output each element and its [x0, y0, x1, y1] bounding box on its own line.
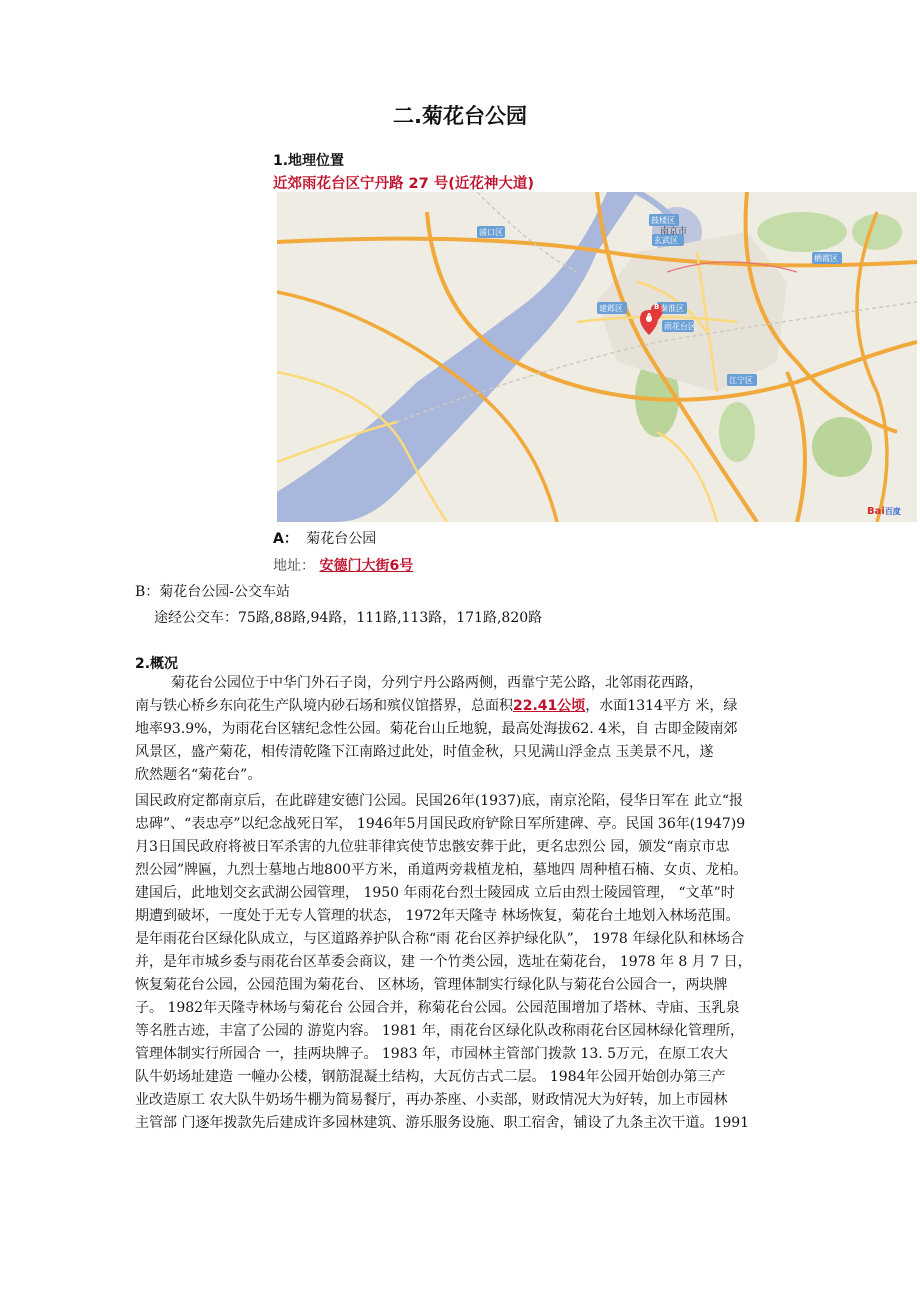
overview-paragraph-1	[135, 672, 795, 787]
p2-line: 业改造原工 农大队牛奶场牛棚为简易餐厅，再办茶座、小卖部，财政情况大为好转，加上市园林	[135, 1092, 728, 1108]
baidu-logo-text: Bai	[867, 506, 885, 517]
point-a-name: 菊花台公园	[306, 531, 377, 547]
location-map[interactable]	[277, 192, 917, 522]
p2-line: 建国后，此地划交玄武湖公园管理， 1950 年雨花台烈士陵园成 立后由烈士陵园管理， “文革”时	[135, 885, 735, 901]
p1-line: 风景区，盛产菊花，相传清乾隆下江南路过此处，时值金秋，只见满山浮金点 玉美景不凡，遂	[135, 744, 714, 760]
p1-line: 菊花台公园位于中华门外石子岗，分列宁丹公路两侧，西靠宁芜公路，北邻雨花西路，	[171, 675, 703, 691]
point-a-address-row	[273, 555, 413, 575]
park-address-line: 近郊雨花台区宁丹路 27 号(近花神大道)	[273, 176, 535, 192]
point-a-label: A：	[273, 531, 298, 547]
p2-line: 等名胜古迹，丰富了公园的 游览内容。 1981 年，雨花台区绿化队改称雨花台区园林绿化管理所，	[135, 1023, 744, 1039]
p2-line: 烈公园”牌匾，九烈士墓地占地800平方米，甬道两旁栽植龙柏，墓地四 周种植石楠、女贞、龙柏。	[135, 862, 748, 878]
p1-line-area	[135, 695, 795, 718]
p1-line: 欣然题名“菊花台”。	[135, 767, 262, 783]
p1-line: 地率93.9%，为雨花台区辖纪念性公园。菊花台山丘地貌，最高处海拔62. 4米，自 古即金陵南郊	[135, 721, 738, 737]
point-b-label: B：菊花台公园-公交车站	[135, 584, 291, 600]
p2-line: 期遭到破坏，一度处于无专人管理的状态， 1972年天隆寺 林场恢复，菊花台土地划入林场范围。	[135, 908, 740, 924]
section-2-heading: 2.概况	[135, 656, 179, 672]
p2-line: 并，是年市城乡委与雨花台区革委会商议，建 一个竹类公园，选址在菊花台， 1978 年 8 月 7 日，	[135, 954, 752, 970]
p2-line: 国民政府定都南京后，在此辟建安德门公园。民国26年(1937)底，南京沦陷，侵华日军在 此立“报	[135, 793, 743, 809]
overview-paragraph-2	[135, 790, 795, 1135]
section-1-heading: 1.地理位置	[273, 153, 345, 169]
area-link[interactable]: 22.41公顷	[513, 698, 586, 714]
map-graphic	[277, 192, 917, 522]
p2-line: 忠碑”、“表忠亭”以纪念战死日军， 1946年5月国民政府铲除日军所建碑、亭。民国 36年(1947)9	[135, 816, 746, 832]
map-label-pukou: 浦口区	[479, 228, 503, 237]
bus-label: 途经公交车：	[154, 610, 238, 626]
map-label-gulou: 鼓楼区	[651, 216, 675, 225]
p2-line: 管理体制实行所园合 一，挂两块牌子。 1983 年，市园林主管部门拨款 13. 5万元，在原工农大	[135, 1046, 729, 1062]
map-label-jianye: 建邺区	[599, 304, 623, 313]
point-a-address-label: 地址：	[273, 558, 315, 574]
page-title: 二.菊花台公园	[393, 104, 527, 128]
map-marker-a-label[interactable]: A	[646, 312, 653, 321]
map-label-qixia: 栖霞区	[814, 254, 838, 263]
point-b-bus-row	[154, 607, 542, 627]
map-marker-b-label[interactable]: B	[654, 303, 660, 311]
baidu-logo	[867, 506, 901, 517]
p1-line-text: 南与铁心桥乡东向花生产队境内砂石场和殡仪馆搭界，总面积	[135, 698, 513, 714]
p2-line: 子。 1982年天隆寺林场与菊花台 公园合并，称菊花台公园。公园范围增加了塔林、寺庙、玉乳泉	[135, 1000, 740, 1016]
baidu-logo-suffix: 百度	[884, 507, 901, 516]
map-label-qinhuai: 秦淮区	[660, 304, 684, 313]
map-label-yuhuatai: 雨花台区	[664, 322, 696, 331]
map-label-nanjing: 南京市	[660, 227, 688, 237]
p2-line: 队牛奶场址建造 一幢办公楼，钢筋混凝土结构，大瓦仿古式二层。 1984年公园开始创办第三产	[135, 1069, 726, 1085]
p2-line: 是年雨花台区绿化队成立，与区道路养护队合称“雨 花台区养护绿化队”， 1978 年绿化队和林场合	[135, 931, 745, 947]
bus-lines: 75路,88路,94路，111路,113路，171路,820路	[238, 610, 543, 626]
map-label-jiangning: 江宁区	[729, 376, 753, 385]
map-label-xuanwu: 玄武区	[654, 236, 678, 245]
point-a-address-link[interactable]: 安德门大街6号	[319, 558, 414, 574]
p1-line-text: ，水面1314平方 米，绿	[585, 698, 738, 714]
p2-line: 月3日国民政府将被日军杀害的九位驻菲律宾使节忠骸安葬于此，更名忠烈公 园，颁发“南京市忠	[135, 839, 730, 855]
point-a-row	[273, 528, 376, 548]
p2-line: 主管部 门逐年拨款先后建成许多园林建筑、游乐服务设施、职工宿舍，铺设了九条主次干道。1991	[135, 1115, 750, 1131]
p2-line: 恢复菊花台公园，公园范围为菊花台、 区林场，管理体制实行绿化队与菊花台公园合一，两块牌	[135, 977, 728, 993]
